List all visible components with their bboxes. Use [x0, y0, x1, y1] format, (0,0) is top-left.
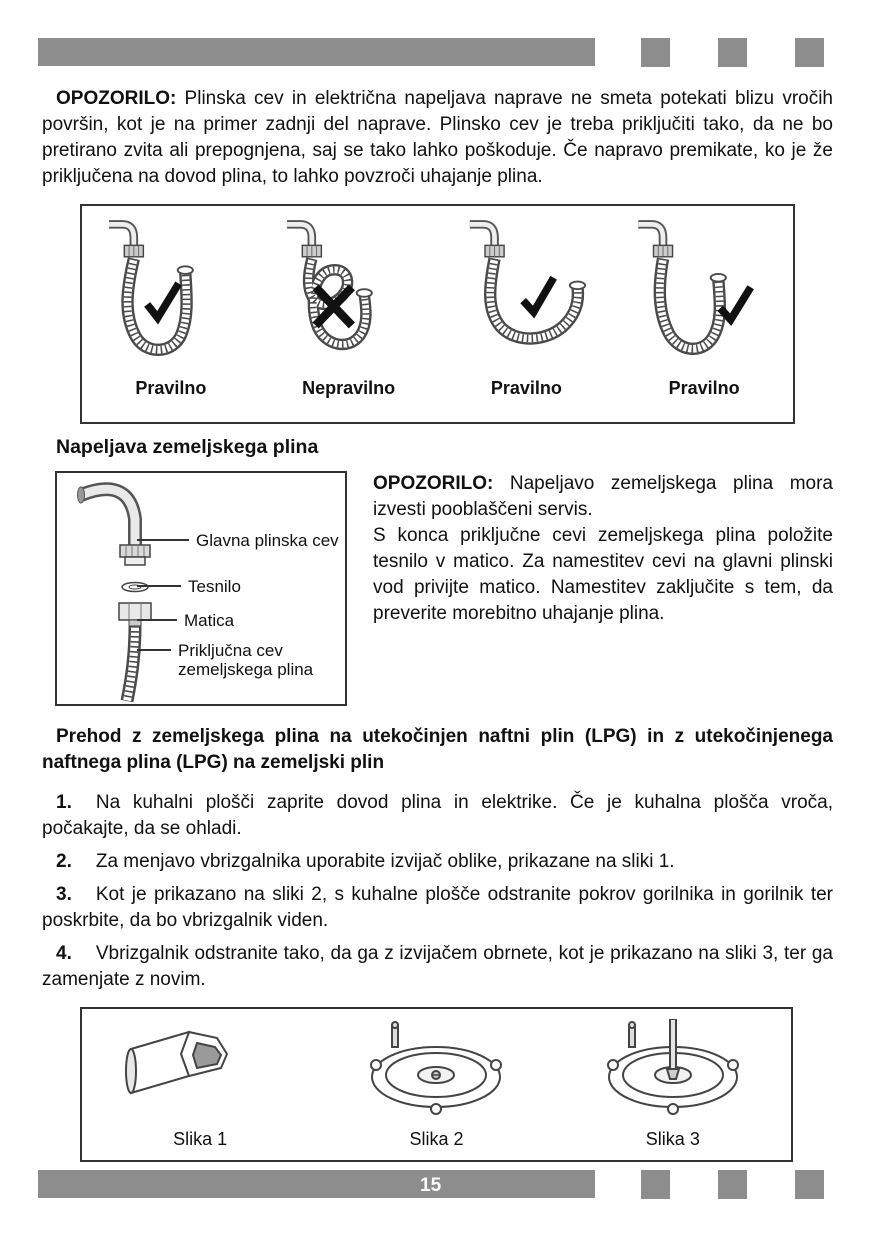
step-number: 2. — [56, 850, 72, 872]
step-4 — [42, 941, 833, 993]
hose-correct-3-illustration — [623, 211, 785, 375]
decor-square — [641, 38, 670, 67]
hose-correct-3 — [615, 206, 793, 422]
hose-correct-2-illustration — [445, 211, 607, 375]
hose-caption: Pravilno — [668, 378, 740, 399]
page-number: 15 — [420, 1175, 442, 1196]
hose-correct-2 — [438, 206, 616, 422]
warning-label: OPOZORILO: — [56, 88, 177, 109]
step-number: 3. — [56, 883, 72, 905]
socket-tool-illustration — [115, 1019, 285, 1111]
leader-line — [137, 585, 181, 587]
leader-line — [137, 539, 189, 541]
check-icon — [524, 278, 554, 312]
hose-caption: Pravilno — [490, 378, 562, 399]
gas-pipe-figure — [55, 471, 347, 706]
diagram-label-gasket: Tesnilo — [137, 577, 241, 597]
footer-bar — [38, 1170, 595, 1198]
warning-text-2: Napeljavo zemeljskega plina mora izvesti pooblaščeni servis. — [373, 472, 833, 520]
step-3 — [42, 882, 833, 934]
step-number: 1. — [56, 791, 72, 813]
slika-2 — [318, 1019, 554, 1160]
step-text: Na kuhalni plošči zaprite dovod plina in elektrike. Če je kuhalna plošča vroča, počakajte, da se ohladi. — [42, 791, 833, 839]
warning-paragraph — [42, 86, 833, 190]
hose-incorrect-illustration — [268, 211, 430, 375]
hose-caption: Pravilno — [135, 378, 207, 399]
diagram-label-connection-pipe: Priključna cev zemeljskega plina — [137, 641, 329, 680]
hose-caption: Nepravilno — [302, 378, 396, 399]
decor-square — [718, 38, 747, 67]
hose-routing-figure — [80, 204, 795, 424]
step-number: 4. — [56, 942, 72, 964]
decor-square — [641, 1170, 670, 1199]
section-heading-natural-gas: Napeljava zemeljskega plina — [56, 436, 319, 459]
natural-gas-section — [55, 471, 833, 706]
leader-line — [137, 619, 177, 621]
check-icon — [147, 284, 178, 318]
hose-correct-1 — [82, 206, 260, 422]
slika-caption: Slika 1 — [173, 1129, 228, 1150]
step-1 — [42, 790, 833, 842]
slika-1 — [82, 1019, 318, 1160]
diagram-label-main-gas-pipe: Glavna plinska cev — [137, 531, 339, 551]
hose-incorrect — [260, 206, 438, 422]
natural-gas-text — [373, 471, 833, 706]
slika-caption: Slika 3 — [645, 1129, 700, 1150]
warning-text: Plinska cev in električna napeljava naprave ne smeta potekati blizu vročih površin, kot je na primer zadnji del naprave. Plinsko cev je treba priključiti tako, da ne bo pretirano zvita ali prepognjena, saj se tako lahko poškoduje. Če napravo premikate, ko je že priključena na dovod plina, to lahko povzroči uhajanje plina. — [42, 88, 833, 188]
hose-correct-1-illustration — [90, 211, 252, 375]
leader-line — [137, 649, 171, 651]
warning-label-2: OPOZORILO: — [373, 472, 494, 494]
diagram-label-nut: Matica — [137, 611, 234, 631]
slika-caption: Slika 2 — [409, 1129, 464, 1150]
natural-gas-body: S konca priključne cevi zemeljskega plina položite tesnilo v matico. Za namestitev cevi na glavni plinski vod privijte matico. Namestitev zaključite s tem, da preverite morebitno uhajanje plina. — [373, 524, 833, 624]
page-content — [42, 86, 833, 1162]
decor-square — [718, 1170, 747, 1199]
burner-injector-illustration — [336, 1019, 536, 1119]
slika-3 — [555, 1019, 791, 1160]
decor-square — [795, 1170, 824, 1199]
section-heading-lpg-conversion: Prehod z zemeljskega plina na utekočinjen naftni plin (LPG) in z utekočinjenega naftnega plina (LPG) na zemeljski plin — [42, 725, 833, 773]
decor-square — [795, 38, 824, 67]
header-bar — [38, 38, 595, 66]
step-text: Za menjavo vbrizgalnika uporabite izvijač oblike, prikazane na sliki 1. — [95, 850, 675, 872]
warning-paragraph-2 — [373, 471, 833, 523]
burner-screwdriver-illustration — [573, 1019, 773, 1119]
step-2 — [42, 849, 833, 875]
injector-figure — [80, 1007, 793, 1162]
step-text: Vbrizgalnik odstranite tako, da ga z izvijačem obrnete, kot je prikazano na sliki 3, ter ga zamenjate z novim. — [42, 942, 833, 990]
step-text: Kot je prikazano na sliki 2, s kuhalne plošče odstranite pokrov gorilnika in gorilnik ter poskrbite, da bo vbrizgalnik viden. — [42, 883, 833, 931]
